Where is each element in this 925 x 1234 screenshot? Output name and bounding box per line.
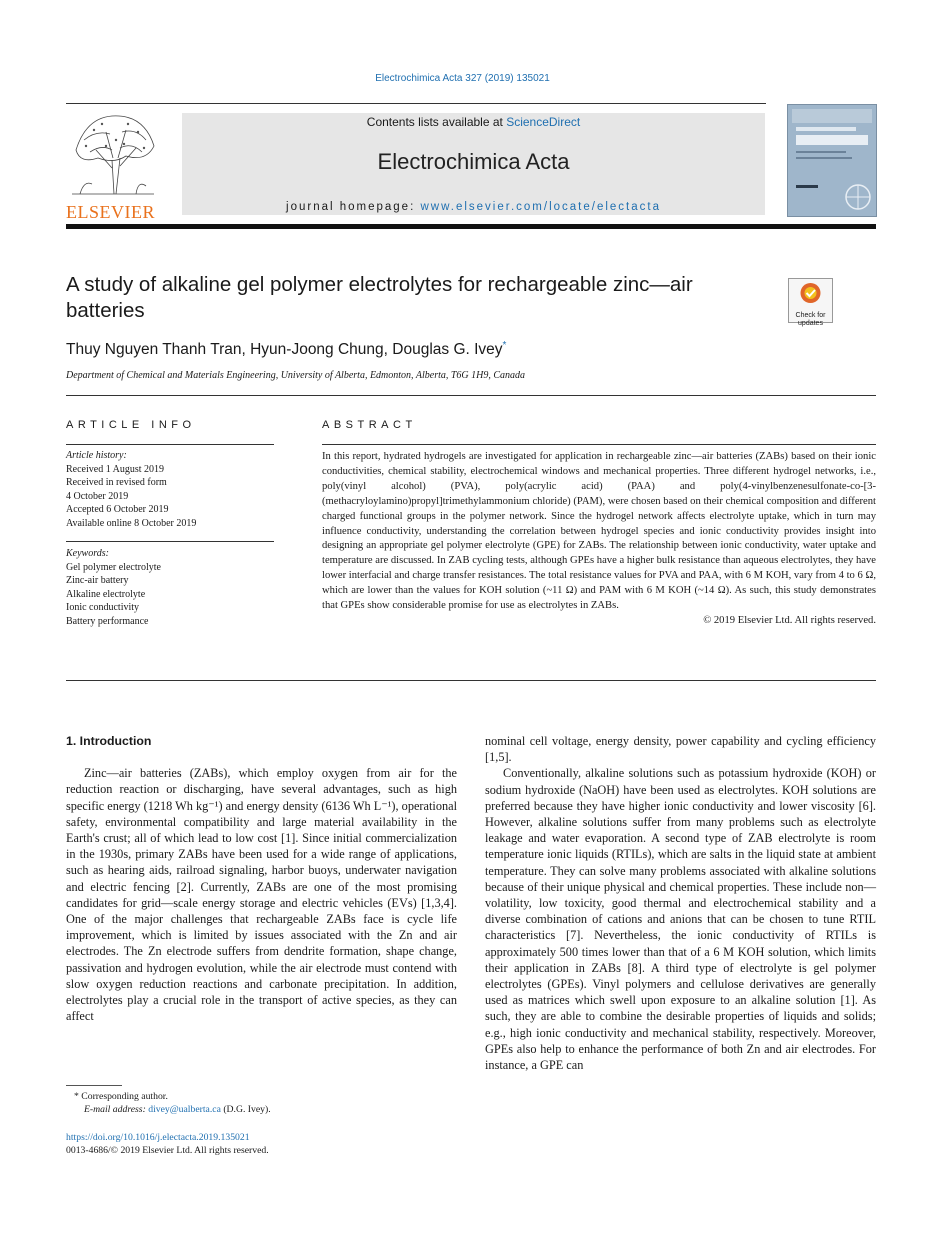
history-item: Available online 8 October 2019	[66, 517, 197, 529]
keywords	[66, 547, 274, 628]
abstract-text: In this report, hydrated hydrogels are investigated for application in rechargeable zinc—air batteries (ZABs) based on their ionic conductivities, chemical stability, electrochemical windows and mechanical properties. Three different hydrogel networks, i.e., poly(vinyl alcohol) (PVA), poly(acrylic acid) (PAA) and poly(4-vinylbenzenesulfonate-co-[3-(methacryloylamino)propyl]trimethylammonium chloride) (PAM), were chosen based on their chemical composition and different charged functional groups in the polymer network. Since the hydrogel network affects electrolyte uptake, which in turn may influence conductivity, understanding the correlation between hydrogel species and ionic conductivity provides insight into designing an appropriate gel polymer electrolyte (GPE) for ZABs. The relationship between ionic conductivity, water uptake and temperature are discussed. In ZAB cycling tests, although GPEs have a higher bulk resistance than aqueous electrolytes, they have lower interfacial and charge transfer resistances. The total resistance values for PVA and PAA, with 6 M KOH, vary from 4 to 6 Ω, which are lower than the values for KOH solution (~11 Ω) and PAM with 6 M KOH (~14 Ω). As such, this study demonstrates that GPEs show considerable promise for use as electrolytes in ZABs.	[322, 451, 876, 612]
body-right-column	[485, 733, 876, 1073]
article-info-heading: ARTICLE INFO	[66, 419, 196, 431]
body-left-column	[66, 733, 457, 1024]
elsevier-wordmark: ELSEVIER	[66, 202, 155, 222]
doi-link[interactable]: https://doi.org/10.1016/j.electacta.2019.135021	[66, 1132, 250, 1143]
journal-banner	[182, 113, 765, 215]
section-heading: 1. Introduction	[66, 734, 152, 748]
abstract-bottom-rule	[66, 680, 876, 681]
keyword-item: Gel polymer electrolyte	[66, 561, 161, 573]
footnote-rule	[66, 1085, 122, 1086]
title-divider	[66, 395, 876, 396]
footnote	[66, 1090, 457, 1116]
history-item: Received 1 August 2019	[66, 463, 165, 475]
issn-line: 0013-4686/© 2019 Elsevier Ltd. All rights reserved.	[66, 1145, 269, 1156]
header-top-rule	[66, 103, 766, 104]
authors-text: Thuy Nguyen Thanh Tran, Hyun-Joong Chung, Douglas G. Ivey	[66, 341, 503, 359]
sciencedirect-link[interactable]: ScienceDirect	[506, 115, 581, 129]
abstract-rule	[322, 444, 876, 445]
contents-prefix: Contents lists available at	[366, 115, 507, 129]
keyword-item: Alkaline electrolyte	[66, 588, 146, 600]
history-item: Received in revised form	[66, 477, 167, 488]
email-suffix: (D.G. Ivey).	[220, 1104, 271, 1115]
journal-title: Electrochimica Acta	[377, 149, 570, 174]
keyword-item: Zinc-air battery	[66, 575, 129, 586]
email-link[interactable]: divey@ualberta.ca	[148, 1104, 221, 1115]
affiliation: Department of Chemical and Materials Engineering, University of Alberta, Edmonton, Alberta, T6G 1H9, Canada	[66, 370, 526, 381]
keyword-item: Battery performance	[66, 615, 149, 627]
keywords-label: Keywords:	[66, 548, 109, 559]
check-updates-label: Check for updates	[795, 312, 826, 327]
corresponding-author-mark[interactable]: *	[502, 340, 507, 351]
publication-footer	[66, 1131, 466, 1157]
abstract-heading: ABSTRACT	[322, 419, 417, 431]
contents-line	[182, 115, 765, 129]
journal-citation[interactable]: Electrochimica Acta 327 (2019) 135021	[375, 73, 550, 84]
history-item: Accepted 6 October 2019	[66, 504, 169, 515]
article-history	[66, 449, 274, 530]
check-for-updates-button[interactable]	[788, 278, 833, 327]
intro-paragraph: Zinc—air batteries (ZABs), which employ oxygen from air for the reduction reaction or discharging, have several advantages, such as high specific energy (1218 Wh kg⁻¹) and energy density (6136 Wh L⁻¹), operational safety, environmental compatibility and large material availability in the Earth's crust; all of which lead to low cost [1]. Since initial commercialization in the 1930s, primary ZABs have been used for a wide range of applications, such as hearing aids, railroad signaling, harbor buoys, underwater navigation and electric fencing [2]. Currently, ZABs are one of the most promising candidates for grid—scale energy storage and electric vehicles (EVs) [1,3,4]. One of the major challenges that rechargeable ZABs face is cycle life improvement, which is limited by issues associated with the Zn and air electrodes. The Zn electrode suffers from dendrite formation, shape change, passivation and hydrogen evolution, while the air electrode must contend with slow oxygen reduction reactions and carbonate precipitation. In addition, electrolytes play a crucial role in the transport of active species, as they can affect	[66, 766, 457, 1024]
abstract-block	[322, 450, 876, 629]
cover-art-icon	[788, 105, 876, 216]
homepage-link[interactable]: www.elsevier.com/locate/electacta	[420, 201, 661, 213]
journal-cover-image	[787, 104, 877, 217]
check-updates-icon	[789, 279, 832, 307]
article-title: A study of alkaline gel polymer electrolytes for rechargeable zinc—air batteries	[66, 273, 693, 322]
author-list	[66, 340, 506, 359]
electrolyte-paragraph: Conventionally, alkaline solutions such as potassium hydroxide (KOH) or sodium hydroxide (NaOH) have been used as electrolytes. KOH solutions are preferred because they have higher ionic conductivity and lower viscosity [6]. However, alkaline solutions suffer from many problems such as electrolyte leakage and water evaporation. A second type of ZAB electrolyte is room temperature ionic liquids (RTILs), which are salts in the liquid state at ambient temperature. They can solve many problems associated with alkaline solutions because of their unique physical and chemical properties. These include non—volatility, low toxicity, good thermal and electrochemical stability and a diverse combination of cations and anions that can be chosen to tune RTIL characteristics [7]. Nevertheless, the ionic conductivity of RTILs is approximately 500 times lower than that of a 6 M KOH solution, which limits their application in ZABs [8]. A third type of electrolyte is gel polymer electrolytes (GPEs). Vinyl polymers and cellulose derivatives are generally used as matrices which swell upon exposure to an alkaline solution [1]. As such, they are able to combine the desirable properties of liquids and solids; e.g., high ionic conductivity and mechanical stability, respectively. Moreover, GPEs also help to enhance the performance of both Zn and air electrodes. For instance, a GPE can	[485, 766, 876, 1073]
history-label: Article history:	[66, 450, 127, 461]
elsevier-logo	[66, 110, 160, 222]
corresponding-note: * Corresponding author.	[74, 1091, 168, 1102]
continued-paragraph: nominal cell voltage, energy density, power capability and cycling efficiency [1,5].	[485, 734, 876, 765]
abstract-copyright: © 2019 Elsevier Ltd. All rights reserved.	[703, 614, 876, 626]
elsevier-tree-icon	[66, 110, 160, 196]
keyword-item: Ionic conductivity	[66, 602, 140, 613]
header-thick-rule	[66, 224, 876, 229]
email-label: E-mail address:	[84, 1104, 149, 1115]
keywords-rule	[66, 541, 274, 542]
homepage-prefix: journal homepage:	[286, 201, 421, 213]
homepage-line	[182, 201, 765, 213]
email-line	[66, 1103, 457, 1116]
article-info-rule	[66, 444, 274, 445]
history-item: 4 October 2019	[66, 490, 129, 502]
